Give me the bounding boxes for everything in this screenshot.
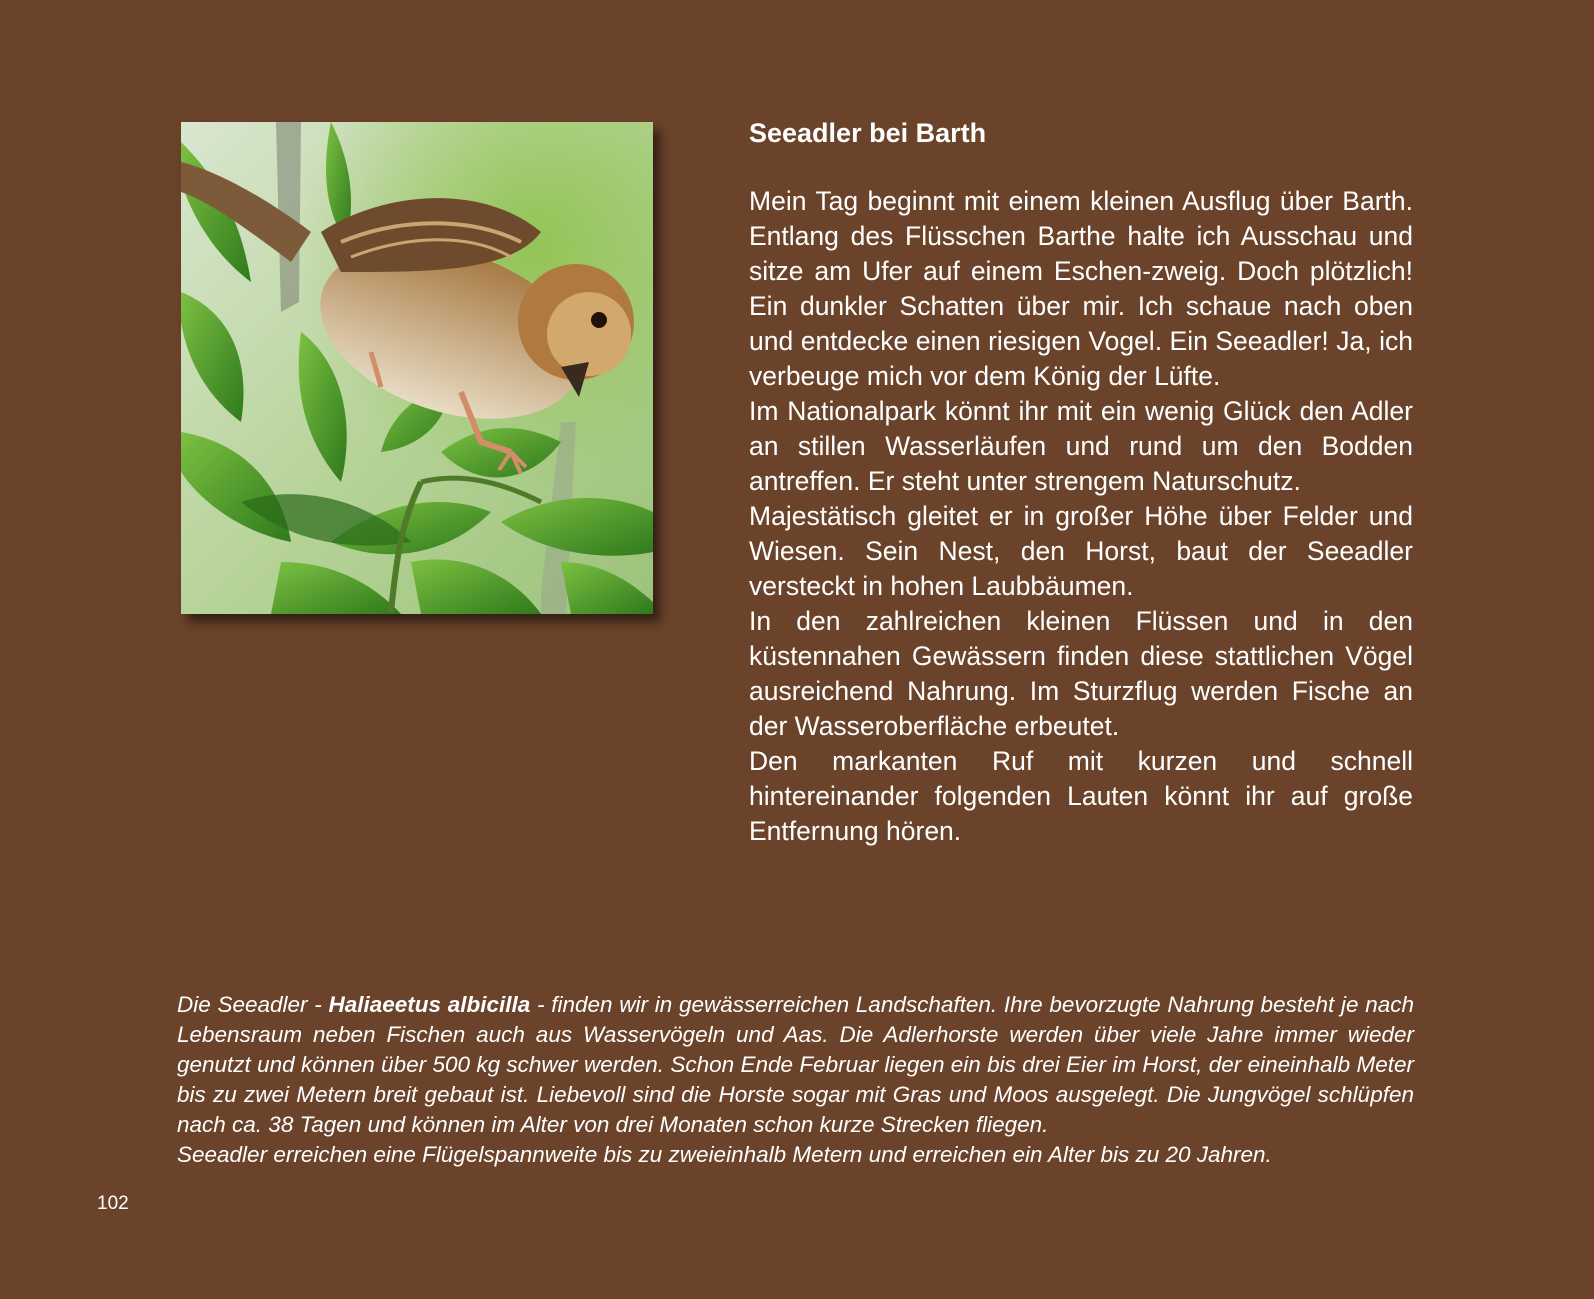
article-paragraph: Den markanten Ruf mit kurzen und schnell hintereinander folgenden Lauten könnt ihr auf große Entfernung hören. bbox=[749, 746, 1413, 846]
article-title: Seeadler bei Barth bbox=[749, 118, 987, 148]
article-paragraph: In den zahlreichen kleinen Flüssen und in den küstennahen Gewässern finden diese stattlichen Vögel ausreichend Nahrung. Im Sturzflug werden Fische an der Wasseroberfläche erbeutet. bbox=[749, 606, 1413, 741]
article-paragraph: Mein Tag beginnt mit einem kleinen Ausflug über Barth. Entlang des Flüsschen Barthe halte ich Ausschau und sitze am Ufer auf einem Eschen-zweig. Doch plötzlich! Ein dunkler Schatten über mir. Ich schaue nach oben und entdecke einen riesigen Vogel. Ein Seeadler! Ja, ich verbeuge mich vor dem König der Lüfte. bbox=[749, 186, 1413, 391]
page-number: 102 bbox=[97, 1193, 129, 1214]
sparrow-photo bbox=[181, 122, 653, 614]
caption-paragraph bbox=[177, 990, 1414, 1140]
article-paragraph: Majestätisch gleitet er in großer Höhe über Felder und Wiesen. Sein Nest, den Horst, baut der Seeadler versteckt in hohen Laubbäumen. bbox=[749, 501, 1413, 601]
article-paragraph: Im Nationalpark könnt ihr mit ein wenig Glück den Adler an stillen Wasserläufen und rund um den Bodden antreffen. Er steht unter strengem Naturschutz. bbox=[749, 396, 1413, 496]
article bbox=[749, 114, 1413, 849]
sparrow-on-branch-illustration bbox=[181, 122, 653, 614]
article-body bbox=[749, 184, 1413, 849]
caption-text: - finden wir in gewässerreichen Landschaften. Ihre bevorzugte Nahrung besteht je nach Lebensraum neben Fischen auch aus Wasservögeln und Aas. Die Adlerhorste werden über viele Jahre immer wieder genutzt und können über 500 kg schwer werden. Schon Ende Februar liegen ein bis drei Eier im Horst, der eineinhalb Meter bis zu zwei Metern breit gebaut ist. Liebevoll sind die Horste sogar mit Gras und Moos ausgelegt. Die Jungvögel schlüpfen nach ca. 38 Tagen und können im Alter von drei Monaten schon kurze Strecken fliegen. bbox=[177, 992, 1415, 1137]
caption-intro: Die Seeadler - bbox=[177, 992, 329, 1017]
species-name: Haliaeetus albicilla bbox=[328, 992, 531, 1017]
species-caption bbox=[177, 990, 1414, 1170]
caption-paragraph: Seeadler erreichen eine Flügelspannweite bis zu zweieinhalb Metern und erreichen ein Alter bis zu 20 Jahren. bbox=[177, 1142, 1272, 1167]
